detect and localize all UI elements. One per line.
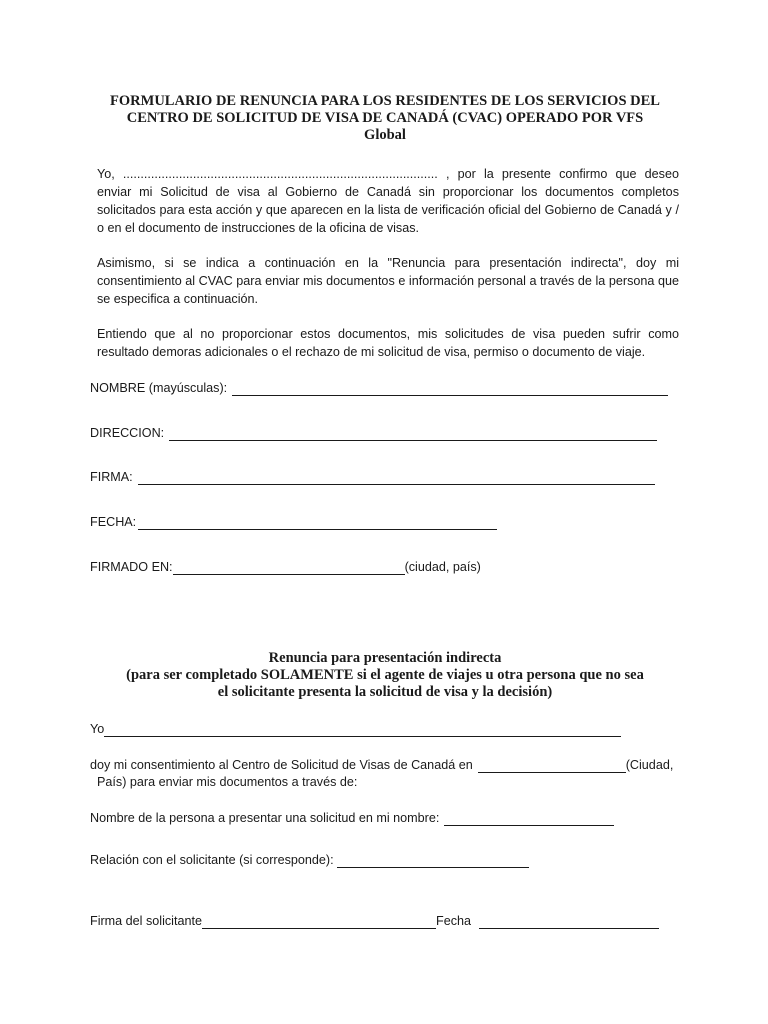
firma-solicitante-label: Firma del solicitante [90, 914, 202, 928]
yo-input-line[interactable] [104, 722, 621, 737]
firmado-en-label: FIRMADO EN: [90, 560, 173, 574]
consent-city-input-line[interactable] [478, 758, 626, 773]
fecha-field [90, 514, 497, 530]
nombre-persona-input-line[interactable] [444, 811, 614, 826]
paragraph-declaration-rest: enviar mi Solicitud de visa al Gobierno de Canadá sin proporcionar los documentos completos solicitados para esta acción y que aparecen en la lista de verificación oficial del Gobierno de Canadá y / o en el documento de instrucciones de la oficina de visas. [97, 185, 679, 235]
nombre-label: NOMBRE (mayúsculas): [90, 381, 228, 395]
fecha-input-line[interactable] [138, 515, 497, 530]
form-title-line3: Global [364, 127, 406, 143]
fecha-solicitante-input-line[interactable] [479, 914, 659, 929]
fecha-label: FECHA: [90, 515, 137, 529]
relacion-field [90, 852, 529, 868]
firma-solicitante-input-line[interactable] [202, 914, 436, 929]
yo-label: Yo [90, 722, 105, 736]
direccion-input-line[interactable] [169, 426, 657, 441]
yo-field [90, 721, 621, 737]
fecha-solicitante-label: Fecha [436, 914, 472, 928]
paragraph-declaration [97, 165, 679, 237]
form-title-line1: FORMULARIO DE RENUNCIA PARA LOS RESIDENTES DE LOS SERVICIOS DEL [110, 93, 660, 109]
direccion-field [90, 425, 657, 441]
firmado-en-suffix: (ciudad, país) [404, 560, 481, 574]
waiver-title-line2: (para ser completado SOLAMENTE si el agente de viajes u otra persona que no sea [126, 667, 644, 683]
firma-input-line[interactable] [138, 470, 655, 485]
waiver-title [80, 650, 690, 701]
firmado-en-input-line[interactable] [173, 560, 405, 575]
paragraph-declaration-first-line: Yo, .......................................................................................... , por la presente confirmo que deseo [97, 167, 679, 181]
form-title [80, 93, 690, 144]
consent-suffix: (Ciudad, [625, 758, 674, 772]
firma-label: FIRMA: [90, 470, 133, 484]
nombre-persona-label: Nombre de la persona a presentar una solicitud en mi nombre: [90, 811, 440, 825]
paragraph-acknowledgement: Entiendo que al no proporcionar estos documentos, mis solicitudes de visa pueden sufrir como resultado demoras adicionales o el rechazo de mi solicitud de visa, permiso o documento de viaje. [97, 327, 679, 359]
firmado-en-field [90, 559, 481, 575]
consent-line2: País) para enviar mis documentos a través de: [97, 775, 358, 789]
firma-field [90, 469, 655, 485]
direccion-label: DIRECCION: [90, 426, 165, 440]
nombre-persona-field [90, 810, 614, 826]
relacion-input-line[interactable] [337, 853, 529, 868]
consent-text: doy mi consentimiento al Centro de Solicitud de Visas de Canadá en [90, 758, 473, 772]
consent-field [90, 757, 673, 773]
relacion-label: Relación con el solicitante (si corresponde): [90, 853, 334, 867]
waiver-title-line3: el solicitante presenta la solicitud de visa y la decisión) [217, 684, 553, 700]
nombre-input-line[interactable] [232, 381, 668, 396]
firma-solicitante-field [90, 913, 659, 929]
waiver-title-line1: Renuncia para presentación indirecta [268, 650, 502, 666]
paragraph-consent: Asimismo, si se indica a continuación en la "Renuncia para presentación indirecta", doy mi consentimiento al CVAC para enviar mis documentos e información personal a través de la persona que se especifica a continuación. [97, 256, 679, 306]
form-title-line2: CENTRO DE SOLICITUD DE VISA DE CANADÁ (CVAC) OPERADO POR VFS [126, 110, 644, 126]
nombre-field [90, 380, 668, 396]
